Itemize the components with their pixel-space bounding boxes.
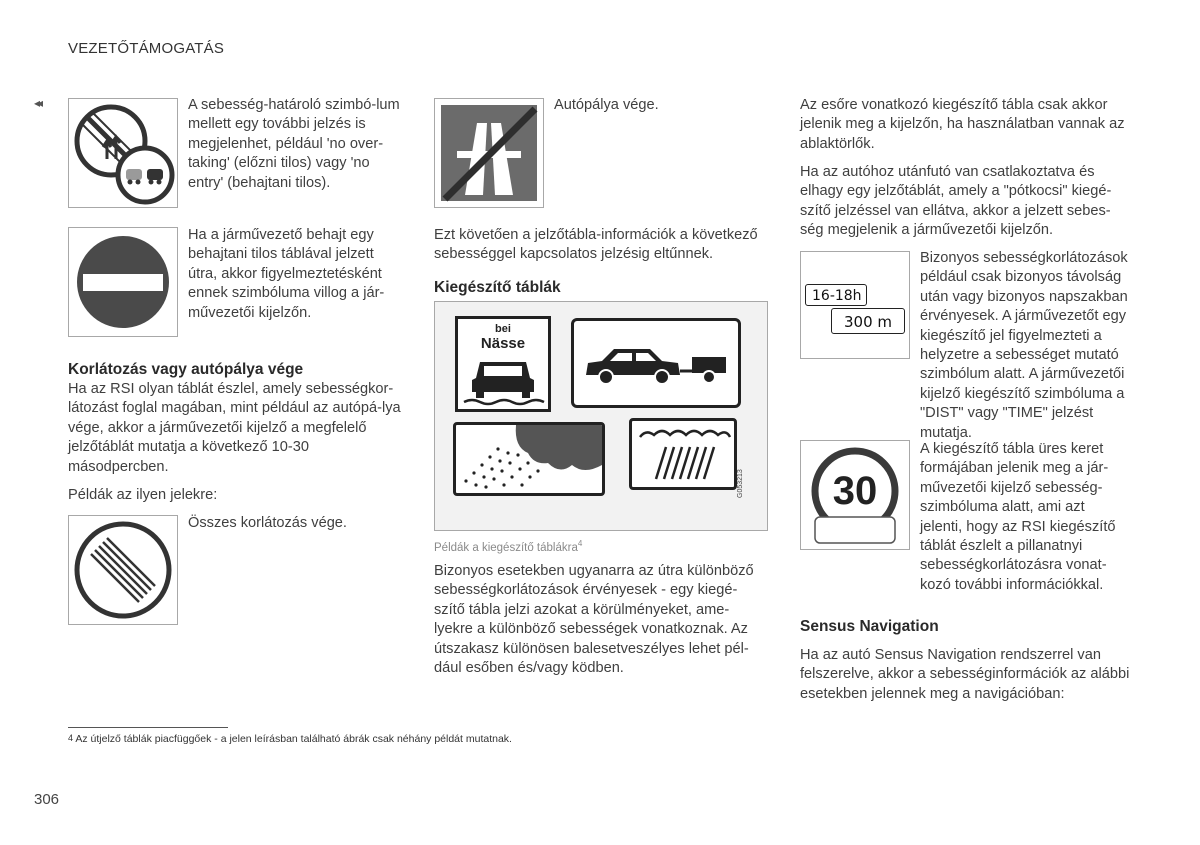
end-of-motorway-sign-image — [434, 98, 544, 208]
col2-paragraph-3: Bizonyos esetekben ugyanarra az útra különböző sebességkorlátozások érvényesek - egy kiegé-szítő tábla jelzi azokat a körülményeket, ame-lyekre a különböző sebességek vonatkoznak. Az útszakasz különösen balesetveszélyes lehet pél-dául esőben és/vagy ködben. — [434, 563, 754, 677]
col1-paragraph-2: Ha a járművezető behajt egy behajtani tilos táblával jelzett útra, akkor figyelmeztetésként ennek szimbóluma villog a jár-művezetői kijelzőn. — [188, 227, 385, 321]
page-number: 306 — [34, 791, 60, 808]
footnote — [68, 733, 512, 745]
time-plate: 16-18h — [805, 284, 867, 306]
page-header: VEZETŐTÁMOGATÁS — [68, 40, 225, 57]
heading-end-of-restriction: Korlátozás vagy autópálya vége — [68, 361, 304, 378]
col1-paragraph-5: Összes korlátozás vége. — [188, 515, 347, 531]
trailer-sign — [571, 318, 741, 408]
car-with-trailer-icon — [574, 321, 738, 405]
speed-limit-30-sign-image — [800, 440, 910, 550]
footnote-number: 4 — [68, 733, 74, 743]
heavy-rain-icon — [632, 421, 734, 487]
footnote-divider — [68, 727, 228, 728]
figure-caption-text: Példák a kiegészítő táblákra — [434, 541, 578, 554]
sign-bei-label: bei — [495, 323, 511, 335]
motorway-end-icon — [435, 99, 543, 207]
wet-car-icon — [458, 352, 548, 408]
wet-road-sign — [455, 316, 551, 412]
col3-paragraph-5: Ha az autó Sensus Navigation rendszerrel van felszerelve, akkor a sebességinformációk az alábbi esetekben jelennek meg a navigációban: — [800, 647, 1130, 702]
col3-paragraph-1: Az esőre vonatkozó kiegészítő tábla csak akkor jelenik meg a kijelzőn, ha használatban vannak az ablaktörlők. — [800, 97, 1125, 152]
col3-paragraph-3: Bizonyos sebességkorlátozások például csak bizonyos távolság után vagy bizonyos napszakban érvényesek. A járművezetőt egy kiegészítő jel figyelmezteti a helyzetre a sebességet mutató szimbólum alatt. A járművezetői kijelző kiegészítő szimbóluma a "DIST" vagy "TIME" jelzést mutatja. — [920, 250, 1128, 441]
no-overtaking-sign-icon — [69, 99, 177, 207]
speed-value: 30 — [832, 469, 878, 513]
col2-paragraph-1: Autópálya vége. — [554, 97, 659, 113]
col1-paragraph-3: Ha az RSI olyan táblát észlel, amely sebességkor-látozást foglal magában, mint például az autópá-lya vége, akkor a járművezetői kijelző a megfelelő jelzőtáblát mutatja a következő 10-30 másodpercben. — [68, 381, 401, 475]
end-of-all-restrictions-sign-image — [68, 515, 178, 625]
speed-limit-with-overtaking-sign-image — [68, 98, 178, 208]
distance-plate: 300 m — [831, 308, 905, 334]
end-of-restrictions-icon — [69, 516, 177, 624]
supplementary-signs-figure — [434, 301, 768, 531]
heading-sensus-navigation: Sensus Navigation — [800, 618, 939, 635]
back-nav-icon[interactable]: ◂◂ — [34, 96, 41, 110]
heading-supplementary-signs: Kiegészítő táblák — [434, 279, 561, 296]
rain-sign — [629, 418, 737, 490]
col1-paragraph-4: Példák az ilyen jelekre: — [68, 487, 218, 503]
no-entry-sign-image — [68, 227, 178, 337]
col2-paragraph-2: Ezt követően a jelzőtábla-információk a következő sebességgel kapcsolatos jelzésig eltűnnek. — [434, 227, 758, 263]
rain-fog-sign — [453, 422, 605, 496]
figure-code: G053213 — [737, 469, 744, 498]
col3-paragraph-2: Ha az autóhoz utánfutó van csatlakoztatva és elhagy egy jelzőtáblát, amely a "pótkocsi" kiegé-szítő jelzéssel van ellátva, akkor a jelzett sebes-ség megjelenik a járművezetői kijelzőn. — [800, 164, 1112, 239]
footnote-text: Az útjelző táblák piacfüggőek - a jelen leírásban található ábrák csak néhány példát mutatnak. — [75, 733, 512, 745]
caption-footnote-ref[interactable]: 4 — [577, 539, 583, 548]
figure-caption — [434, 539, 582, 554]
time-distance-sign-image — [800, 251, 910, 359]
col3-paragraph-4: A kiegészítő tábla üres keret formájában jelenik meg a jár-művezetői kijelző sebesség-szimbóluma alatt, ami azt jelenti, hogy az RSI kiegészítő táblát észlelt a pillanatnyi sebességkorlátozásra vonat-kozó további információkkal. — [920, 441, 1116, 593]
sign-nasse-label: Nässe — [480, 335, 526, 352]
rain-cloud-icon — [456, 425, 602, 493]
col1-paragraph-1: A sebesség-határoló szimbó-lum mellett egy további jelzés is megjelenhet, például 'no over-taking' (előzni tilos) vagy 'no entry' (behajtani tilos). — [188, 97, 400, 191]
no-entry-icon — [69, 228, 177, 336]
